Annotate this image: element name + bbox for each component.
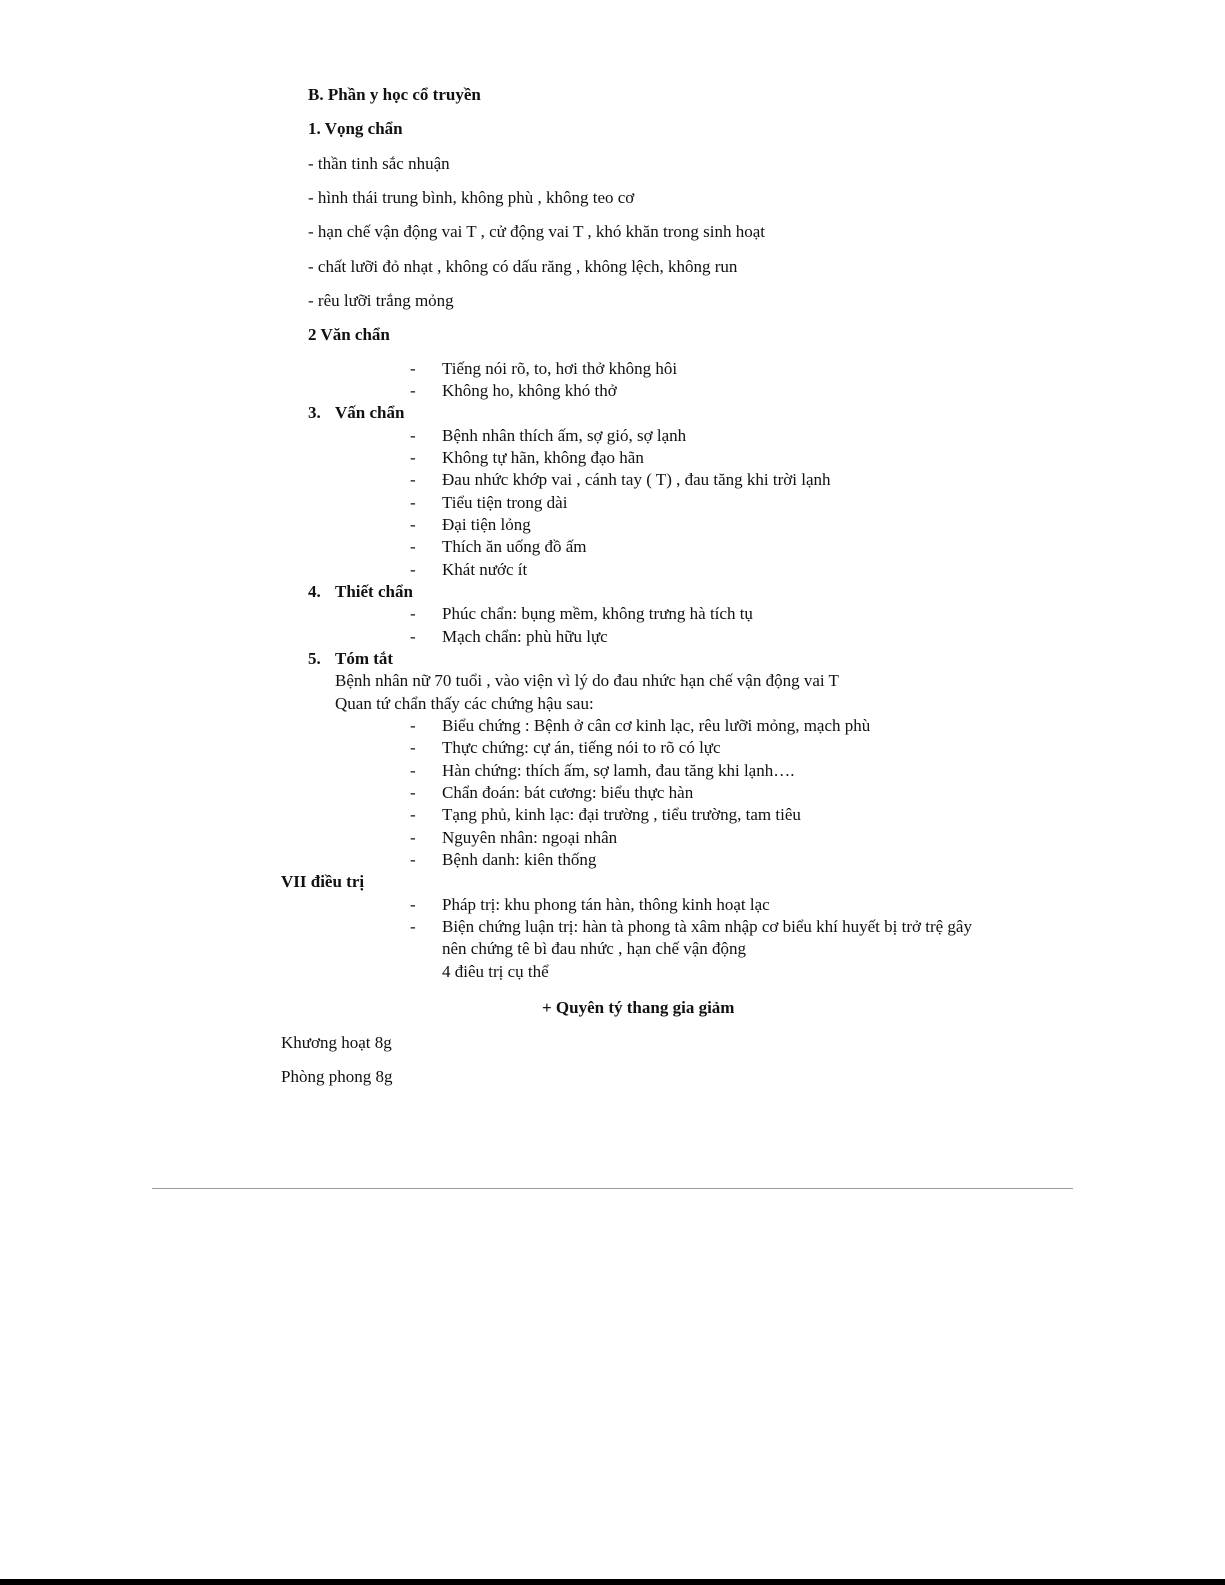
vong-chan-line: - rêu lưỡi trắng mỏng	[308, 291, 454, 310]
bullet-dash: -	[410, 359, 416, 378]
vong-chan-line: - hạn chế vận động vai T , cử động vai T , khó khăn trong sinh hoạt	[308, 222, 765, 241]
herb-item: Khương hoạt 8g	[281, 1033, 392, 1052]
dieu-tri-heading: VII điều trị	[281, 872, 365, 891]
bullet-dash: -	[410, 381, 416, 400]
list-item-text: Nguyên nhân: ngoại nhân	[442, 828, 618, 847]
list-item-text: Bệnh nhân thích ấm, sợ gió, sợ lạnh	[442, 426, 687, 445]
bullet-dash: -	[410, 604, 416, 623]
bullet-dash: -	[410, 828, 416, 847]
bullet-dash: -	[410, 426, 416, 445]
heading-number: 3.	[308, 403, 321, 422]
bullet-dash: -	[410, 560, 416, 579]
list-item-text: Pháp trị: khu phong tán hàn, thông kinh hoạt lạc	[442, 895, 770, 914]
list-item-text: Biểu chứng : Bệnh ở cân cơ kinh lạc, rêu lưỡi mỏng, mạch phù	[442, 716, 871, 735]
formula-title: + Quyên tý thang gia giảm	[542, 998, 735, 1017]
subheading: 4 điêu trị cụ thể	[442, 962, 549, 981]
heading-text: Tóm tắt	[335, 649, 394, 668]
heading-number: 4.	[308, 582, 321, 601]
bullet-dash: -	[410, 738, 416, 757]
list-item-text: Không ho, không khó thở	[442, 381, 617, 400]
list-item-text: Tạng phủ, kinh lạc: đại trường , tiểu trường, tam tiêu	[442, 805, 801, 824]
list-item-text: Không tự hãn, không đạo hãn	[442, 448, 644, 467]
list-item-continuation: nên chứng tê bì đau nhức , hạn chế vận động	[442, 939, 747, 958]
bullet-dash: -	[410, 895, 416, 914]
list-item-text: Thích ăn uống đồ ấm	[442, 537, 587, 556]
list-item-text: Phúc chẩn: bụng mềm, không trưng hà tích tụ	[442, 604, 753, 623]
bullet-dash: -	[410, 805, 416, 824]
heading-text: Thiết chẩn	[335, 582, 413, 601]
list-item-text: Hàn chứng: thích ấm, sợ lamh, đau tăng khi lạnh….	[442, 761, 795, 780]
bullet-dash: -	[410, 493, 416, 512]
list-item-text: Bệnh danh: kiên thống	[442, 850, 597, 869]
bullet-dash: -	[410, 448, 416, 467]
vong-chan-heading: 1. Vọng chẩn	[308, 119, 403, 138]
list-item-text: Khát nước ít	[442, 560, 528, 579]
list-item-text: Mạch chẩn: phù hữu lực	[442, 627, 608, 646]
list-item-text: Biện chứng luận trị: hàn tà phong tà xâm nhập cơ biểu khí huyết bị trở trệ gây	[442, 917, 972, 936]
list-item-text: Đại tiện lỏng	[442, 515, 531, 534]
vong-chan-line: - thần tinh sắc nhuận	[308, 154, 450, 173]
bottom-edge-bar	[0, 1579, 1225, 1585]
bullet-dash: -	[410, 917, 416, 936]
list-item-text: Đau nhức khớp vai , cánh tay ( T) , đau tăng khi trời lạnh	[442, 470, 831, 489]
bullet-dash: -	[410, 850, 416, 869]
list-item-text: Tiếng nói rõ, to, hơi thở không hôi	[442, 359, 678, 378]
herb-item: Phòng phong 8g	[281, 1067, 393, 1086]
bullet-dash: -	[410, 761, 416, 780]
section-b-title: B. Phần y học cổ truyền	[308, 85, 481, 104]
vong-chan-line: - chất lưỡi đỏ nhạt , không có dấu răng , không lệch, không run	[308, 257, 738, 276]
van-chan-heading: 2 Văn chẩn	[308, 325, 390, 344]
list-item-text: Thực chứng: cự án, tiếng nói to rõ có lực	[442, 738, 721, 757]
bullet-dash: -	[410, 515, 416, 534]
bullet-dash: -	[410, 470, 416, 489]
bullet-dash: -	[410, 783, 416, 802]
heading-number: 5.	[308, 649, 321, 668]
bullet-dash: -	[410, 716, 416, 735]
list-item-text: Chẩn đoán: bát cương: biểu thực hàn	[442, 783, 694, 802]
bullet-dash: -	[410, 537, 416, 556]
bullet-dash: -	[410, 627, 416, 646]
heading-text: Vấn chẩn	[335, 403, 405, 422]
tom-tat-paragraph: Quan tứ chẩn thấy các chứng hậu sau:	[335, 694, 594, 713]
tom-tat-paragraph: Bệnh nhân nữ 70 tuổi , vào viện vì lý do đau nhức hạn chế vận động vai T	[335, 671, 839, 690]
vong-chan-line: - hình thái trung bình, không phù , không teo cơ	[308, 188, 635, 207]
page-divider	[152, 1188, 1073, 1189]
list-item-text: Tiểu tiện trong dài	[442, 493, 568, 512]
